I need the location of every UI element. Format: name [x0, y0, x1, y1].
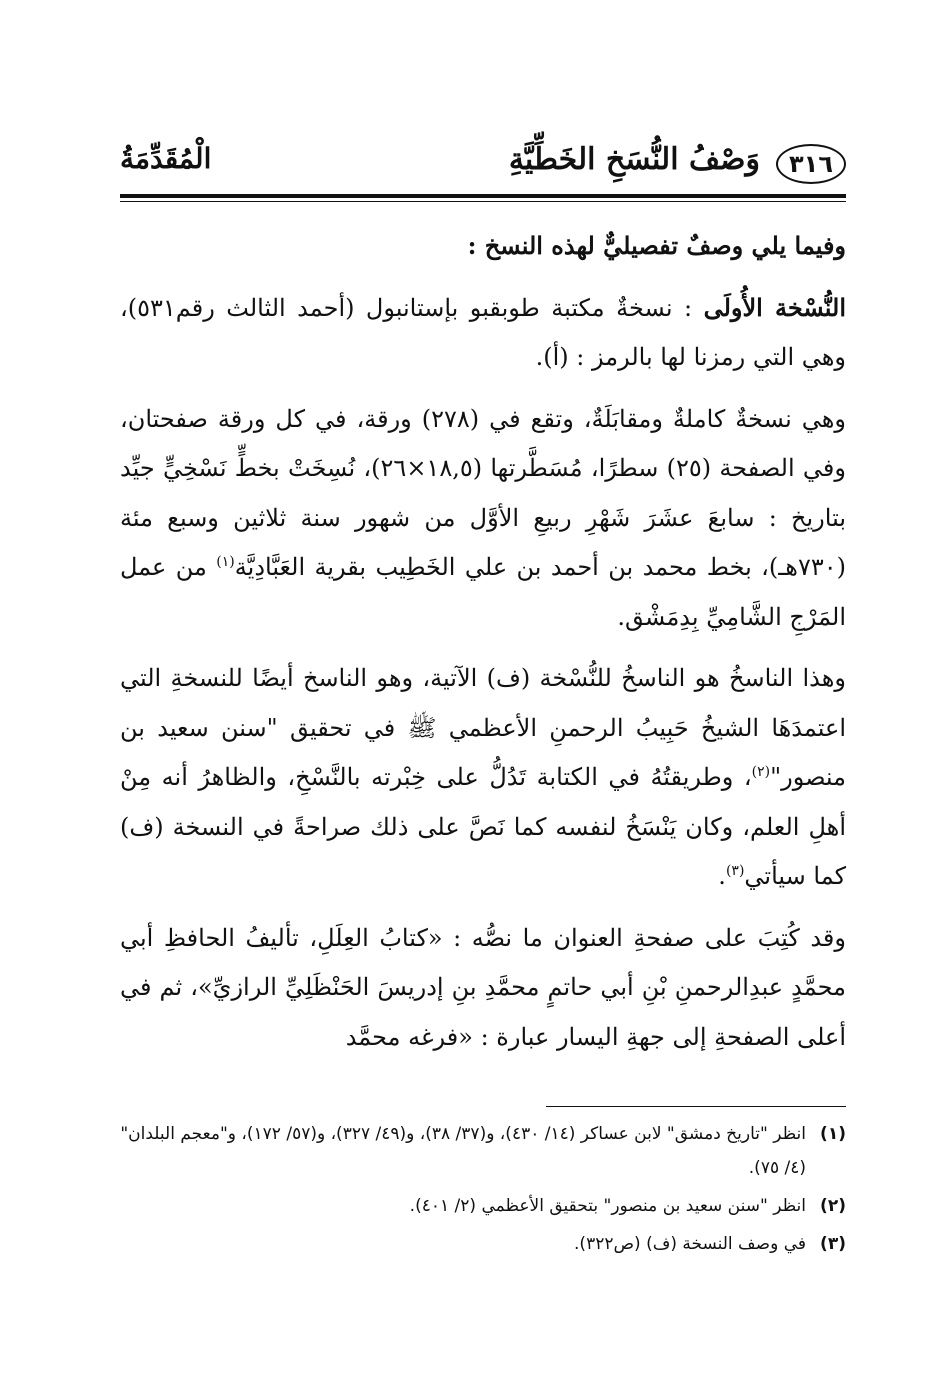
paragraph-1-lead: النُّسْخة الأُولَى: [703, 292, 846, 322]
footnote-number: (٣): [820, 1234, 846, 1254]
footnote-1: [120, 1117, 846, 1185]
paragraph-4: وقد كُتِبَ على صفحةِ العنوان ما نصُّه : «كتابُ العِلَلِ، تأليفُ الحافظِ أبي محمَّدٍ عبدِالرحمنِ بْنِ أبي حاتمٍ محمَّدِ بنِ إدريسَ الحَنْظَلِيِّ الرازيِّ»، ثم في أعلى الصفحةِ إلى جهةِ اليسار عبارة : «فرغه محمَّد: [120, 923, 846, 1051]
header-rule-thin: [120, 201, 846, 202]
intro-line: وفيما يلي وصفٌ تفصيليٌّ لهذه النسخ :: [467, 231, 846, 260]
footnote-text: انظر "تاريخ دمشق" لابن عساكر (١٤/ ٤٣٠)، و(٣٧/ ٣٨)، و(٤٩/ ٣٢٧)، و(٥٧/ ١٧٢)، و"معجم البلدان" (٤/ ٧٥).: [120, 1124, 806, 1178]
section-title: الْمُقَدِّمَةُ: [120, 142, 212, 175]
paragraph-3-text: وهذا الناسخُ هو الناسخُ للنُّسْخة (ف) الآتية، وهو الناسخ أيضًا للنسخةِ التي اعتمدَهَا الشيخُ حَبِيبُ الرحمنِ الأعظمي ﷺ في تحقيق "سنن سعيد بن منصور": [120, 664, 846, 791]
footnote-ref-1: (١): [216, 554, 235, 570]
footnote-text: انظر "سنن سعيد بن منصور" بتحقيق الأعظمي (٢/ ٤٠١).: [409, 1196, 806, 1216]
header-rule-thick: [120, 194, 846, 198]
paragraph-3-middle: ، وطريقتُهُ في الكتابة تَدُلُّ على خِبْرته بالنَّسْخِ، والظاهرُ أنه مِنْ أهلِ العلم، وكان يَنْسَخُ لنفسه كما نَصَّ على ذلك صراحةً في النسخة (ف) كما سيأتي: [120, 763, 846, 890]
footnote-rule: [546, 1106, 846, 1107]
paragraph-1-text: : نسخةٌ مكتبة طوبقبو بإستانبول (أحمد الثالث رقم٥٣١)، وهي التي رمزنا لها بالرمز : (أ).: [120, 293, 846, 371]
paragraph-2-tail: من عمل المَرْجِ الشَّامِيِّ بِدِمَشْق.: [120, 553, 846, 631]
paragraph-3-end: .: [718, 862, 726, 890]
footnote-ref-3: (٣): [725, 863, 745, 879]
paragraph-1: [120, 283, 846, 383]
paragraph-3: [120, 654, 846, 902]
paragraph-2: [120, 395, 846, 643]
footnote-ref-2: (٢): [751, 764, 771, 780]
page: [120, 0, 846, 1383]
footnote-number: (٢): [820, 1196, 846, 1216]
footnote-3: [120, 1227, 846, 1261]
running-title: وَصْفُ النُّسَخِ الخَطِّيَّةِ: [508, 142, 760, 177]
footnote-2: [120, 1189, 846, 1223]
footnotes: [120, 1117, 846, 1265]
footnote-number: (١): [820, 1124, 846, 1144]
paragraph-2-text: وهي نسخةٌ كاملةٌ ومقابَلَةٌ، وتقع في (٢٧٨) ورقة، في كل ورقة صفحتان، وفي الصفحة (٢٥) سطرًا، مُسَطَّرتها (١٨,٥×٢٦)، نُسِخَتْ بخطٍّ نَسْخِيٍّ جيِّد بتاريخ : سابعَ عشَرَ شَهْرِ ربيعِ الأوَّل من شهور سنة ثلاثين وسبع مئة (٧٣٠هـ)، بخط محمد بن أحمد بن علي الخَطِيب بقرية العَبَّادِيَّة: [120, 404, 847, 581]
body-text: [120, 221, 846, 1074]
page-number: ٣١٦: [776, 144, 846, 184]
footnote-text: في وصف النسخة (ف) (ص٣٢٢).: [574, 1234, 806, 1254]
running-head: [120, 140, 846, 190]
